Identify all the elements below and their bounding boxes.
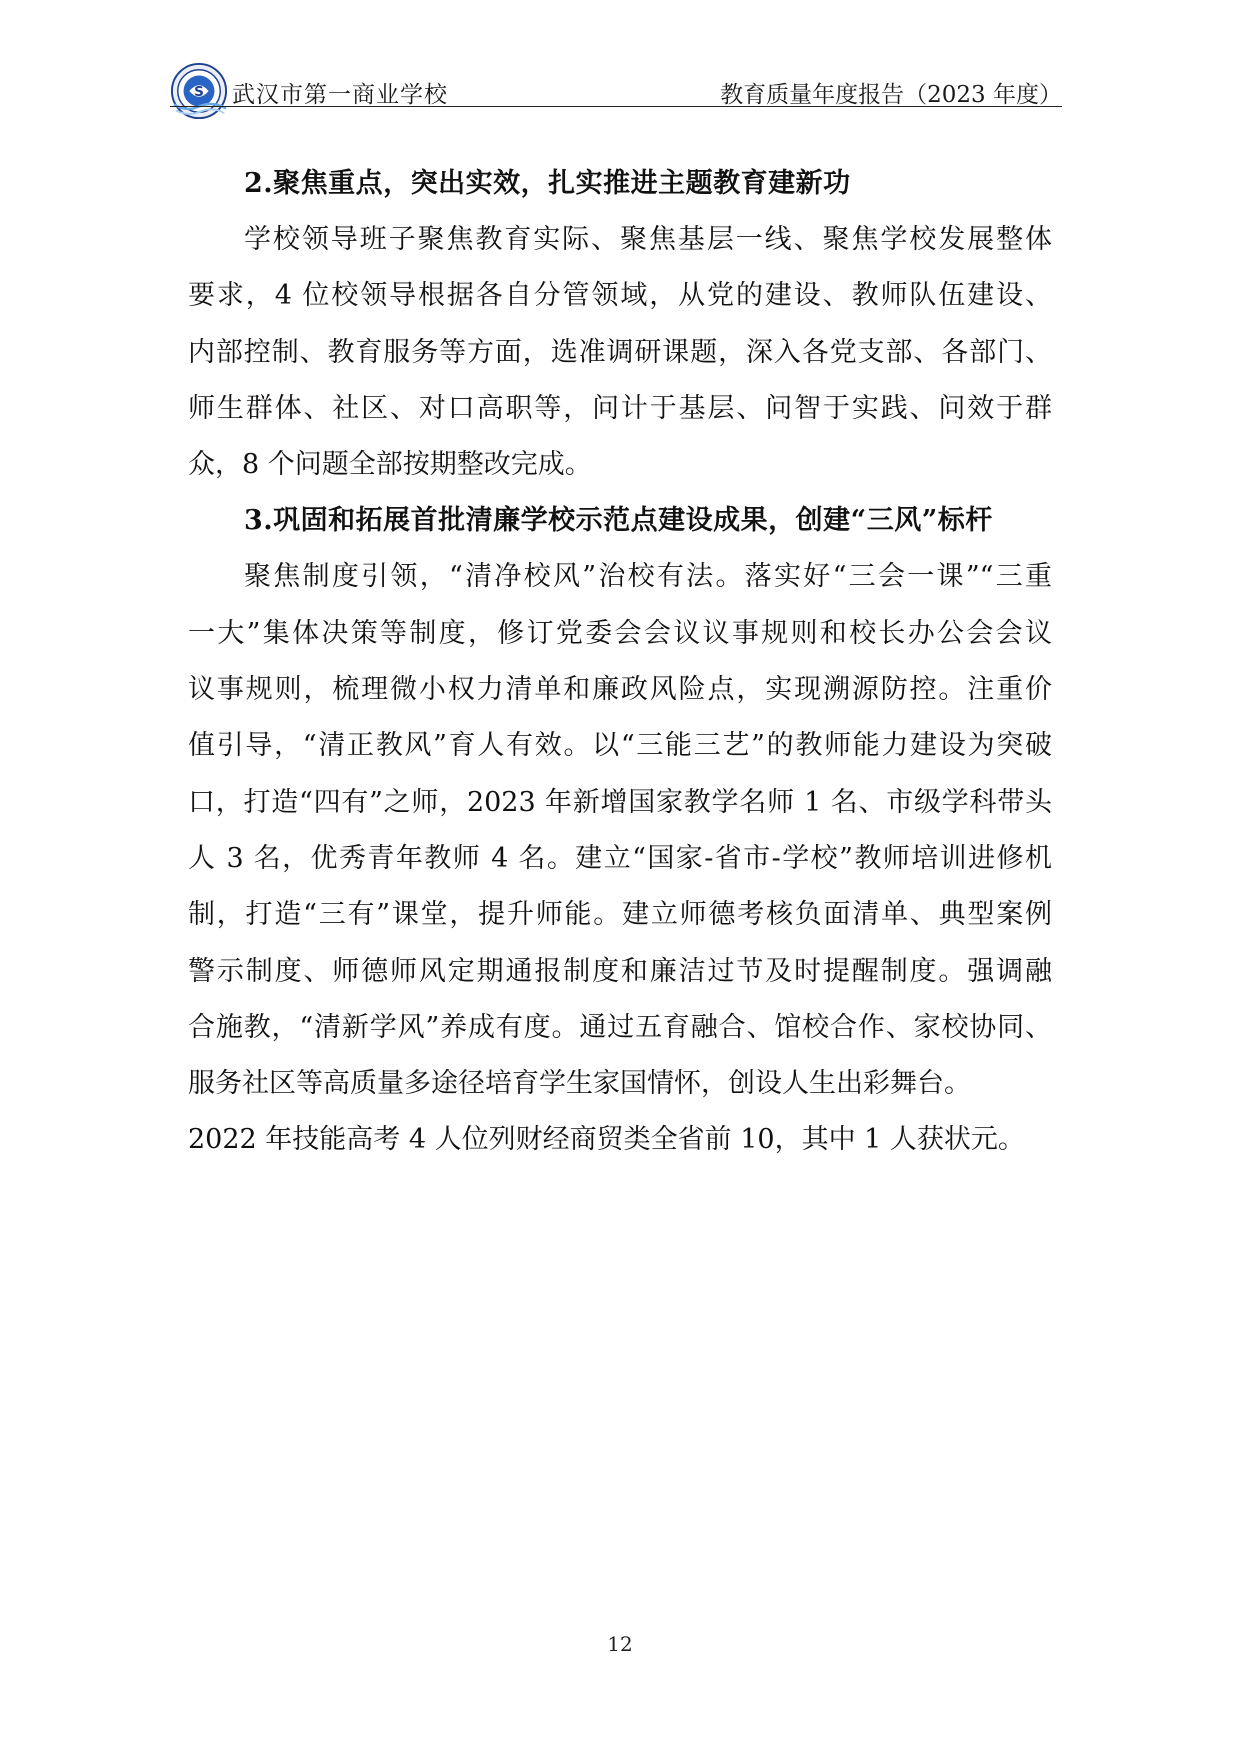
section-heading: 3.巩固和拓展首批清廉学校示范点建设成果，创建“三风”标杆: [244, 505, 993, 537]
school-emblem-icon: [170, 62, 228, 120]
paragraph-line: 师生群体、社区、对口高职等，问计于基层、问智于实践、问效于群: [188, 392, 1052, 424]
paragraph-line: 警示制度、师德师风定期通报制度和廉洁过节及时提醒制度。强调融: [188, 955, 1052, 987]
paragraph-line: 学校领导班子聚焦教育实际、聚焦基层一线、聚焦学校发展整体: [244, 224, 1052, 255]
page-number: 12: [607, 1632, 633, 1656]
paragraph-line: 聚焦制度引领，“清净校风”治校有法。落实好“三会一课”“三重: [244, 561, 1052, 593]
svg-text:S: S: [194, 83, 204, 100]
section-paragraph: [188, 212, 1052, 493]
paragraph-line: 议事规则，梳理微小权力清单和廉政风险点，实现溯源防控。注重价: [188, 674, 1052, 706]
header-divider: [170, 106, 1062, 107]
report-title: 教育质量年度报告（2023 年度）: [720, 82, 1062, 108]
section-heading: 2.聚焦重点，突出实效，扎实推进主题教育建新功: [244, 168, 851, 199]
paragraph-line: 服务社区等高质量多途径培育学生家国情怀，创设人生出彩舞台。: [188, 1068, 971, 1100]
paragraph-line: 众，8 个问题全部按期整改完成。: [188, 449, 592, 481]
paragraph-line: 制，打造“三有”课堂，提升师能。建立师德考核负面清单、典型案例: [188, 899, 1052, 931]
paragraph-line: 合施教，“清新学风”养成有度。通过五育融合、馆校合作、家校协同、: [188, 1011, 1052, 1043]
paragraph-line: 值引导，“清正教风”育人有效。以“三能三艺”的教师能力建设为突破: [188, 730, 1052, 762]
page-header: [170, 62, 1062, 110]
paragraph-line: 口，打造“四有”之师，2023 年新增国家教学名师 1 名、市级学科带头: [188, 786, 1052, 818]
paragraph-line: 内部控制、教育服务等方面，选准调研课题，深入各党支部、各部门、: [188, 336, 1052, 368]
paragraph-line: 一大”集体决策等制度，修订党委会会议议事规则和校长办公会会议: [188, 617, 1052, 649]
paragraph-line: 2022 年技能高考 4 人位列财经商贸类全省前 10，其中 1 人获状元。: [188, 1124, 1025, 1156]
school-name: 武汉市第一商业学校: [232, 82, 448, 108]
page-body: [188, 156, 1052, 1169]
paragraph-line: 人 3 名，优秀青年教师 4 名。建立“国家-省市-学校”教师培训进修机: [188, 842, 1052, 874]
paragraph-line: 要求，4 位校领导根据各自分管领域，从党的建设、教师队伍建设、: [188, 280, 1052, 312]
section-paragraph: [188, 549, 1052, 1168]
